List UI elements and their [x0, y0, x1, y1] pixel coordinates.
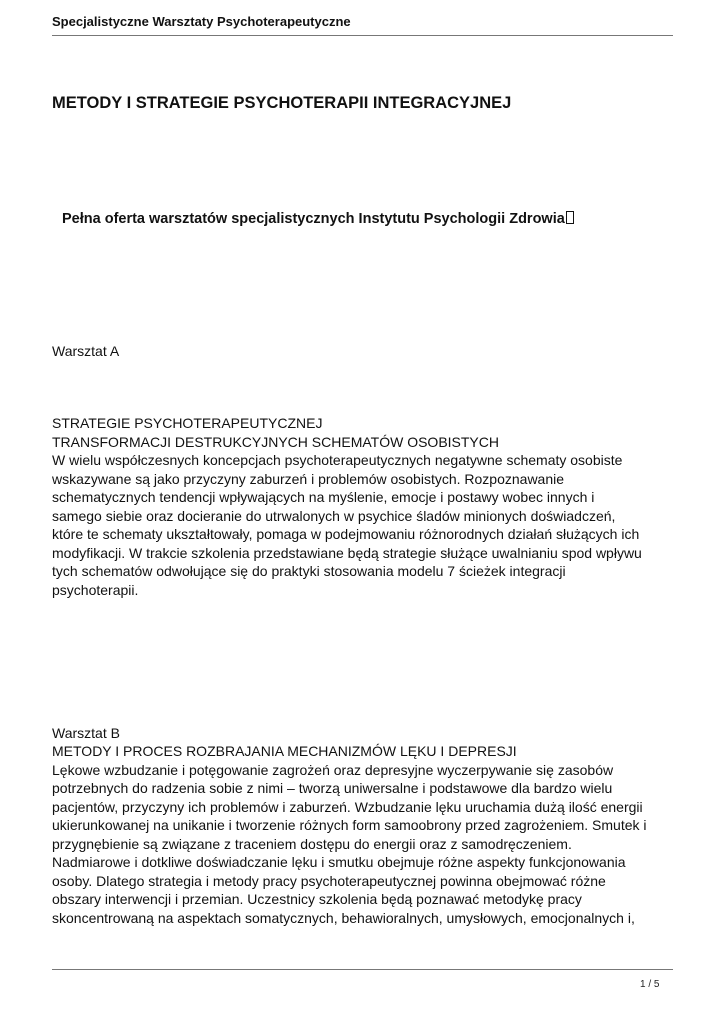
workshop-b-line: obszary interwencji i przemian. Uczestnicy szkolenia będą poznawać metodykę pracy [52, 891, 582, 907]
workshop-a-label: Warsztat A [52, 343, 120, 359]
workshop-a-line: tych schematów odwołujące się do praktyki stosowania modelu 7 ścieżek integracji [52, 563, 566, 579]
workshop-a-line: które te schematy ukształtowały, pomaga w podejmowaniu różnorodnych działań służących ich [52, 526, 640, 542]
workshop-b-line: METODY I PROCES ROZBRAJANIA MECHANIZMÓW LĘKU I DEPRESJI [52, 743, 517, 759]
missing-glyph-icon [566, 211, 574, 224]
workshop-a-line: TRANSFORMACJI DESTRUKCYJNYCH SCHEMATÓW OSOBISTYCH [52, 433, 499, 450]
workshop-b-line: pacjentów, przyczyny ich problemów i zaburzeń. Wzbudzanie lęku uruchamia dużą ilość energii [52, 798, 643, 815]
footer-divider [52, 969, 673, 970]
workshop-b-line: osoby. Dlatego strategia i metody pracy psychoterapeutycznej powinna obejmować różne [52, 872, 606, 889]
running-header: Specjalistyczne Warsztaty Psychoterapeutyczne [52, 14, 351, 29]
workshop-a-line: schematycznych tendencji wpływających na myślenie, emocje i postawy wobec innych i [52, 489, 595, 505]
workshop-b-line: Nadmiarowe i dotkliwe doświadczanie lęku i smutku obejmuje różne aspekty funkcjonowania [52, 854, 626, 870]
workshop-b-label: Warsztat B [52, 725, 120, 741]
workshop-b-line: Lękowe wzbudzanie i potęgowanie zagrożeń oraz depresyjne wyczerpywanie się zasobów [52, 761, 614, 778]
workshop-b-line: potrzebnych do radzenia sobie z nimi – tworzą uniwersalne i podstawowe dla bardzo wielu [52, 780, 613, 796]
workshop-a-line: modyfikacji. W trakcie szkolenia przedstawiane będą strategie służące uwalnianiu spod wpływu [52, 544, 642, 561]
workshop-b-line: ukierunkowanej na unikanie i tworzenie różnych form samoobrony przed zagrożeniem. Smutek i [52, 817, 647, 833]
workshop-b-body [52, 742, 677, 927]
document-subtitle [62, 211, 574, 227]
workshop-b-line: skoncentrowaną na aspektach somatycznych, behawioralnych, umysłowych, emocjonalnych i, [52, 909, 635, 926]
document-title: METODY I STRATEGIE PSYCHOTERAPII INTEGRACYJNEJ [52, 94, 512, 112]
workshop-b-line: przygnębienie są związane z traceniem dostępu do energii oraz z samodręczeniem. [52, 835, 572, 852]
header-divider [52, 35, 673, 36]
workshop-a-line: wskazywane są jako przyczyny zaburzeń i problemów osobistych. Rozpoznawanie [52, 470, 565, 487]
subtitle-text: Pełna oferta warsztatów specjalistycznych Instytutu Psychologii Zdrowia [62, 211, 565, 227]
workshop-a-line: psychoterapii. [52, 581, 139, 598]
workshop-a-body [52, 414, 677, 599]
workshop-a-line: STRATEGIE PSYCHOTERAPEUTYCZNEJ [52, 415, 323, 431]
page-number: 1 / 5 [640, 979, 660, 990]
workshop-a-line: W wielu współczesnych koncepcjach psychoterapeutycznych negatywne schematy osobiste [52, 452, 623, 468]
workshop-a-line: samego siebie oraz docieranie do utrwalonych w psychice śladów minionych doświadczeń, [52, 507, 616, 524]
